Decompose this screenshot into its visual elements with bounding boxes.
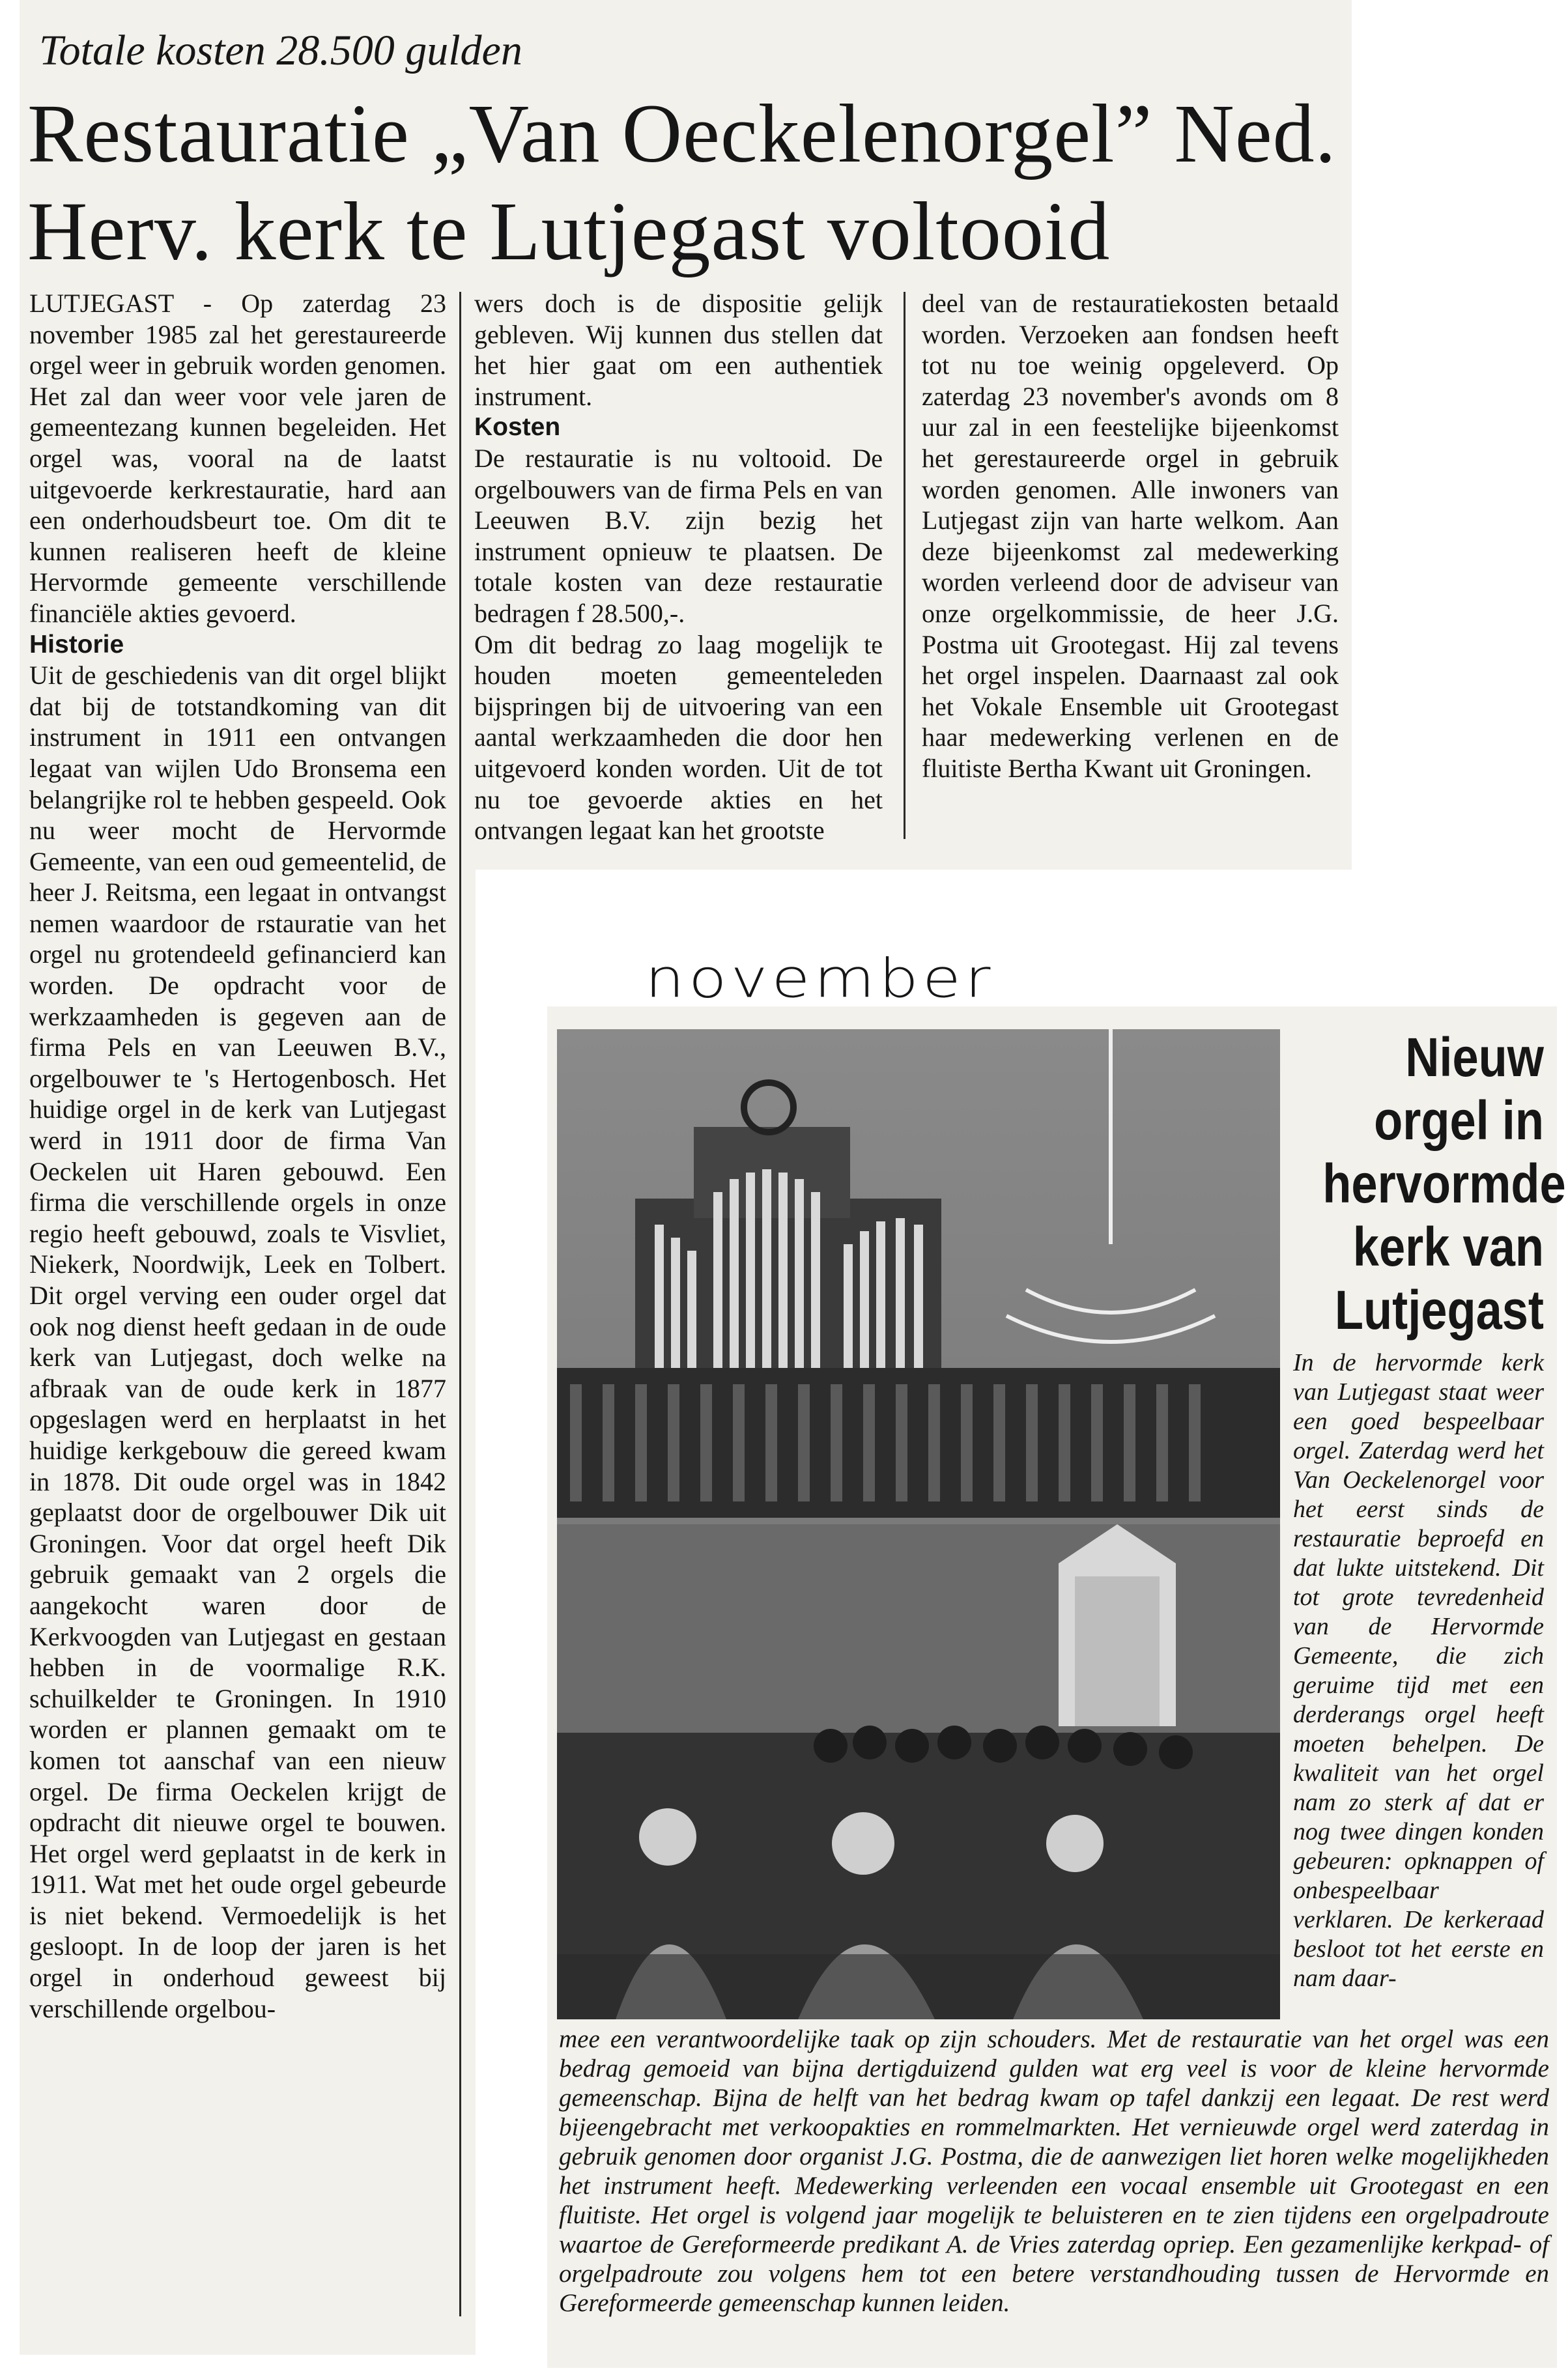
column-divider bbox=[459, 292, 461, 2316]
organ-photo bbox=[557, 1029, 1280, 2019]
column-divider bbox=[904, 292, 905, 839]
photo-article-headline bbox=[1322, 1026, 1566, 1342]
headline-line: hervormde bbox=[1322, 1153, 1566, 1214]
historie-paragraph: Uit de geschiedenis van dit orgel blijkt dat bij de totstandkoming van dit instrument in 1911 een ontvangen legaat van wijlen Udo Bronsema een belangrijke rol te hebben gespeeld. Ook nu weer mocht de Hervormde Gemeente, van een oud gemeentelid, de heer J. Reitsma, een legaat in ontvangst nemen waardoor de rstauratie van het orgel nu grotendeeld gefinancierd kan worden. De opdracht voor de werkzaamheden is gegeven aan de firma Pels en van Leeuwen B.V., orgelbouwer te 's Hertogenbosch. Het huidige orgel in de kerk van Lutjegast werd in 1911 door de firma Van Oeckelen uit Haren gebouwd. Een firma die verschillende orgels in onze regio heeft gebouwd, zoals te Visvliet, Niekerk, Noordwijk, Leek en Tolbert. Dit orgel verving een ouder orgel dat ook nog dienst heeft gedaan in de oude kerk van Lutjegast, doch welke na afbraak van de oude kerk in 1877 opgeslagen werd en herplaatst in het huidige kerkgebouw die gereed kwam in 1878. Dit oude orgel was in 1842 geplaatst door de orgelbouwer Dik uit Groningen. Voor dat orgel heeft Dik gebruik gemaakt van 2 orgels die aangekocht waren door de Kerkvoogden van Lutjegast en gestaan hebben in de voormalige R.K. schuilkelder te Groningen. In 1910 worden er plannen gemaakt om te komen tot aanschaf van een nieuw orgel. De firma Oeckelen krijgt de opdracht dit nieuwe orgel te bouwen. Het orgel werd geplaatst in de kerk in 1911. Wat met het oude orgel gebeurde is niet bekend. Vermoedelijk is het gesloopt. In de loop der jaren is het orgel in onderhoud geweest bij verschillende orgelbou- bbox=[29, 661, 446, 2023]
article-headline bbox=[27, 85, 1343, 280]
photo-article-bottom-text bbox=[559, 2025, 1549, 2318]
article-column-1 bbox=[29, 288, 446, 2024]
headline-line-1: Restauratie „Van Oeckelenorgel” Ned. bbox=[27, 87, 1337, 180]
article-column-2 bbox=[474, 288, 883, 846]
headline-line: kerk van bbox=[1352, 1216, 1544, 1277]
column-2-paragraph: wers doch is de dispositie gelijk gebleven. Wij kunnen dus stellen dat het hier gaat om een authentiek instrument. bbox=[474, 289, 883, 411]
subhead-historie: Historie bbox=[29, 630, 124, 659]
subhead-kosten: Kosten bbox=[474, 413, 561, 442]
article-column-3 bbox=[922, 288, 1339, 784]
kosten-paragraph: De restauratie is nu voltooid. De orgelbouwers van de firma Pels en van Leeuwen B.V. zijn bezig het instrument opnieuw te plaatsen. De totale kosten van deze restauratie bedragen f 28.500,-. bbox=[474, 443, 883, 628]
headline-line-2: Herv. kerk te Lutjegast voltooid bbox=[27, 185, 1111, 277]
article-kicker: Totale kosten 28.500 gulden bbox=[39, 27, 522, 74]
intro-paragraph: LUTJEGAST - Op zaterdag 23 november 1985 zal het gerestaureerde orgel weer in gebruik worden genomen. Het zal dan weer voor vele jaren de gemeentezang kunnen begeleiden. Het orgel was, vooral na de laatst uitgevoerde kerkrestauratie, hard aan een onderhoudsbeurt toe. Om dit te kunnen realiseren heeft de kleine Hervormde gemeente verschillende financiële akties gevoerd. bbox=[29, 289, 446, 628]
handwritten-note: november bbox=[645, 948, 995, 1010]
headline-line: orgel in bbox=[1374, 1090, 1544, 1151]
photo-article-side-text bbox=[1293, 1348, 1544, 1993]
side-paragraph: In de hervormde kerk van Lutjegast staat weer een goed bespeelbaar orgel. Zaterdag werd het Van Oeckelenorgel voor het eerst sinds de restauratie beproefd en dat lukte uitstekend. Dit tot grote tevredenheid van de Hervormde Gemeente, die zich geruime tijd met een derderangs orgel heeft moeten behelpen. De kwaliteit van het orgel nam zo sterk af dat er nog twee dingen konden gebeuren: opknappen of onbespeelbaar verklaren. De kerkeraad besloot tot het eerste en nam daar- bbox=[1293, 1349, 1544, 1992]
headline-line: Nieuw bbox=[1405, 1027, 1544, 1088]
kosten-paragraph-2: Om dit bedrag zo laag mogelijk te houden moeten gemeenteleden bijspringen bij de uitvoering van een aantal werkzaamheden die door hen uitgevoerd konden worden. Uit de tot nu toe gevoerde akties en het ontvangen legaat kan het grootste bbox=[474, 629, 883, 846]
bottom-paragraph: mee een verantwoordelijke taak op zijn schouders. Met de restauratie van het orgel was een bedrag gemoeid van bijna dertigduizend gulden wat erg veel is voor de kleine hervormde gemeenschap. Bijna de helft van het bedrag kwam op tafel dankzij een legaat. De rest werd bijeengebracht met verkoopakties en rommelmarkten. Het vernieuwde orgel werd zaterdag in gebruik genomen door organist J.G. Postma, die de aanwezigen liet horen welke mogelijkheden het instrument heeft. Medewerking verleenden een vocaal ensemble uit Grootegast en een fluitiste. Het orgel is volgend jaar mogelijk te beluisteren en te zien tijdens een orgelpadroute waartoe de Gereformeerde predikant A. de Vries zaterdag opriep. Een gezamenlijke kerkpad- of orgelpadroute zou volgens hem tot een betere verstandhouding tussen de Hervormde en Gereformeerde gemeenschap kunnen leiden. bbox=[559, 2025, 1549, 2317]
column-3-paragraph: deel van de restauratiekosten betaald worden. Verzoeken aan fondsen heeft tot nu toe weinig opgeleverd. Op zaterdag 23 november's avonds om 8 uur zal in een feestelijke bijeenkomst het gerestaureerde orgel in gebruik worden genomen. Alle inwoners van Lutjegast zijn van harte welkom. Aan deze bijeenkomst zal medewerking worden verleend door de adviseur van onze orgelkommissie, de heer J.G. Postma uit Grootegast. Hij zal tevens het orgel inspelen. Daarnaast zal ook het Vokale Ensemble uit Grootegast haar medewerking verlenen en de fluitiste Bertha Kwant uit Groningen. bbox=[922, 289, 1339, 783]
headline-line: Lutjegast bbox=[1334, 1279, 1544, 1341]
